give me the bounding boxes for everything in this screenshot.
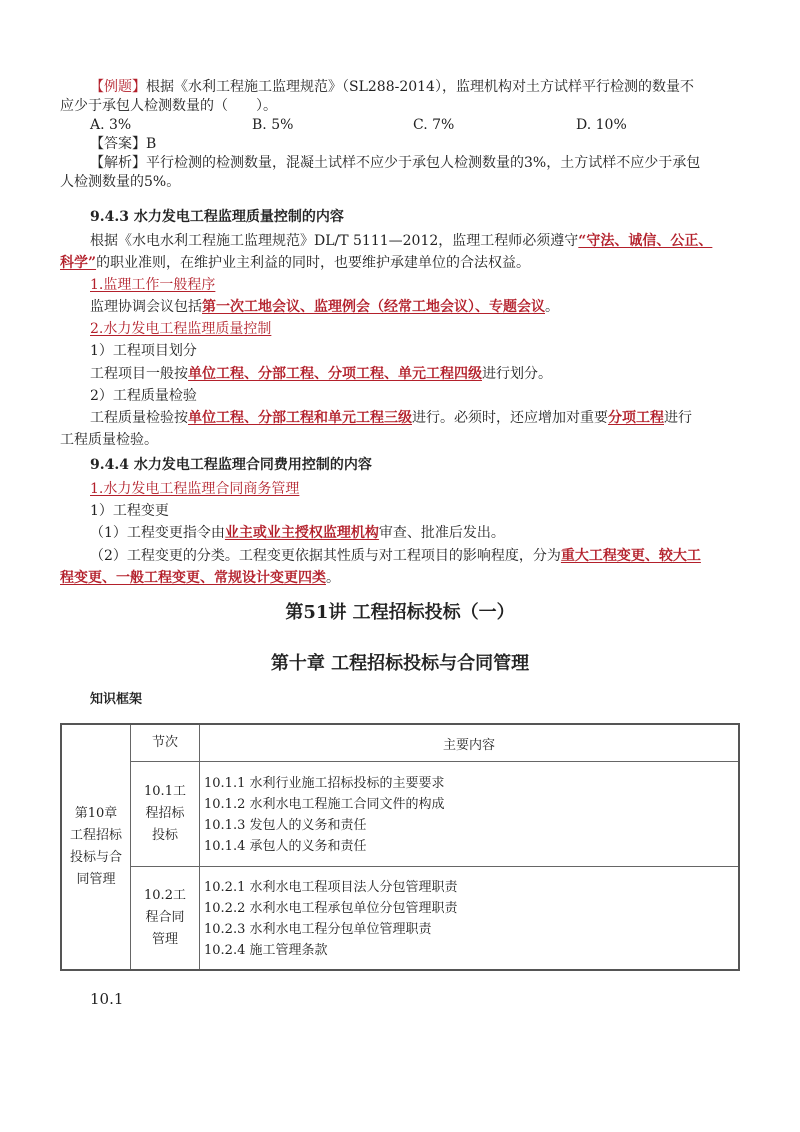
section-cell-text: 10.1工程招标投标 xyxy=(144,784,186,843)
list-item: 10.2.3 水利水电工程分包单位管理职责 xyxy=(204,922,432,937)
section-cell-text: 10.2工程合同管理 xyxy=(144,888,186,947)
header-content: 主要内容 xyxy=(200,724,740,762)
list-item: 10.2.4 施工管理条款 xyxy=(204,943,328,958)
list-item: 10.1.4 承包人的义务和责任 xyxy=(204,839,367,854)
chapter-title: 第十章 工程招标投标与合同管理 xyxy=(270,653,530,674)
s944-p2-highlight: 重大工程变更、较大工 xyxy=(560,548,701,564)
analysis-line1 xyxy=(90,154,700,172)
s943-p1-highlight: “守法、诚信、公正、 xyxy=(578,233,713,249)
s944-p1-text: （1）工程变更指令由 xyxy=(90,525,225,541)
section-cell xyxy=(131,867,200,971)
s943-para4-line1 xyxy=(90,409,692,427)
list-item: 10.1.1 水利行业施工招标投标的主要要求 xyxy=(204,776,445,791)
s943-p4-text-2: 进行。必须时，还应增加对重要 xyxy=(412,410,608,426)
content-cell xyxy=(200,867,740,971)
table-header-row xyxy=(61,724,739,762)
list-item: 10.1.3 发包人的义务和责任 xyxy=(204,818,367,833)
section-cell xyxy=(131,762,200,867)
s944-para2-line1 xyxy=(90,547,701,565)
header-section: 节次 xyxy=(131,724,200,762)
s943-p4-highlight-2: 分项工程 xyxy=(608,410,664,426)
analysis-line2 xyxy=(60,173,180,191)
section-943-heading: 9.4.3 水力发电工程监理质量控制的内容 xyxy=(90,209,344,225)
framework-label: 知识框架 xyxy=(90,692,143,707)
table-row xyxy=(61,867,739,971)
knowledge-framework-table xyxy=(60,723,740,971)
s943-p1-text-2: 的职业准则，在维护业主利益的同时，也要维护承建单位的合法权益。 xyxy=(96,255,531,271)
list-item: 10.2.2 水利水电工程承包单位分包管理职责 xyxy=(204,901,458,916)
table-row xyxy=(61,762,739,867)
s943-para3 xyxy=(90,365,552,383)
s943-p1-text: 根据《水电水利工程施工监理规范》DL/T 5111—2012，监理工程师必须遵守 xyxy=(90,233,579,249)
s943-para1-line2 xyxy=(60,254,530,272)
s943-para2 xyxy=(90,298,559,316)
s943-p4-highlight: 单位工程、分部工程和单元工程三级 xyxy=(188,410,412,426)
s943-p4-text: 工程质量检验按 xyxy=(90,410,188,426)
s944-subheading-1: 1.水力发电工程监理合同商务管理 xyxy=(90,481,300,497)
lecture-title: 第51讲 工程招标投标（一） xyxy=(285,602,515,623)
s943-p3-highlight: 单位工程、分部工程、分项工程、单元工程四级 xyxy=(188,366,482,382)
s944-p1-end: 审查、批准后发出。 xyxy=(378,525,505,541)
s944-item-1: 1）工程变更 xyxy=(90,503,169,519)
s943-item-1: 1）工程项目划分 xyxy=(90,343,197,359)
s943-p4-text-3: 进行 xyxy=(664,410,692,426)
analysis-text-2: 人检测数量的5%。 xyxy=(60,174,181,190)
option-c: C. 7% xyxy=(413,117,455,133)
s944-p2-text: （2）工程变更的分类。工程变更依据其性质与对工程项目的影响程度，分为 xyxy=(90,548,561,564)
s943-subheading-1: 1.监理工作一般程序 xyxy=(90,277,216,293)
list-item: 10.1.2 水利水电工程施工合同文件的构成 xyxy=(204,797,445,812)
example-text-1: 根据《水利工程施工监理规范》（SL288-2014），监理机构对土方试样平行检测的数量不 xyxy=(146,79,694,95)
list-item: 10.2.1 水利水电工程项目法人分包管理职责 xyxy=(204,880,458,895)
s943-p2-end: 。 xyxy=(545,299,559,315)
section-944-heading: 9.4.4 水力发电工程监理合同费用控制的内容 xyxy=(90,457,372,473)
option-d: D. 10% xyxy=(576,117,627,133)
s943-p1-highlight-2: 科学” xyxy=(60,255,97,271)
answer-value: B xyxy=(146,136,157,152)
footer-section-number: 10.1 xyxy=(90,990,124,1008)
example-question-line1 xyxy=(90,78,694,96)
example-text-2: 应少于承包人检测数量的（ ）。 xyxy=(60,98,277,114)
example-tag: 【例题】 xyxy=(90,79,146,95)
s943-para4-line2: 工程质量检验。 xyxy=(60,432,158,448)
s943-p2-highlight: 第一次工地会议、监理例会（经常工地会议）、专题会议 xyxy=(202,299,545,315)
content-cell xyxy=(200,762,740,867)
s943-para1-line1 xyxy=(90,232,712,250)
s943-p3-text: 工程项目一般按 xyxy=(90,366,188,382)
answer-line xyxy=(90,135,156,153)
s943-p2-text: 监理协调会议包括 xyxy=(90,299,202,315)
s944-para1 xyxy=(90,524,505,542)
chapter-cell xyxy=(61,724,131,970)
option-b: B. 5% xyxy=(252,117,294,133)
s943-p3-end: 进行划分。 xyxy=(482,366,552,382)
s944-para2-line2 xyxy=(60,569,340,587)
s943-item-2: 2）工程质量检验 xyxy=(90,388,197,404)
answer-tag: 【答案】 xyxy=(90,136,146,152)
option-a: A. 3% xyxy=(90,117,132,133)
s944-p2-highlight-2: 程变更、一般工程变更、常规设计变更四类 xyxy=(60,570,326,586)
s943-subheading-2: 2.水力发电工程监理质量控制 xyxy=(90,321,272,337)
s944-p2-end: 。 xyxy=(326,570,340,586)
chapter-cell-text: 第10章工程招标投标与合同管理 xyxy=(70,806,123,887)
analysis-tag: 【解析】 xyxy=(90,155,146,171)
example-question-line2 xyxy=(60,97,277,115)
s944-p1-highlight: 业主或业主授权监理机构 xyxy=(224,525,379,541)
analysis-text-1: 平行检测的检测数量，混凝土试样不应少于承包人检测数量的3%，土方试样不应少于承包 xyxy=(146,155,701,171)
